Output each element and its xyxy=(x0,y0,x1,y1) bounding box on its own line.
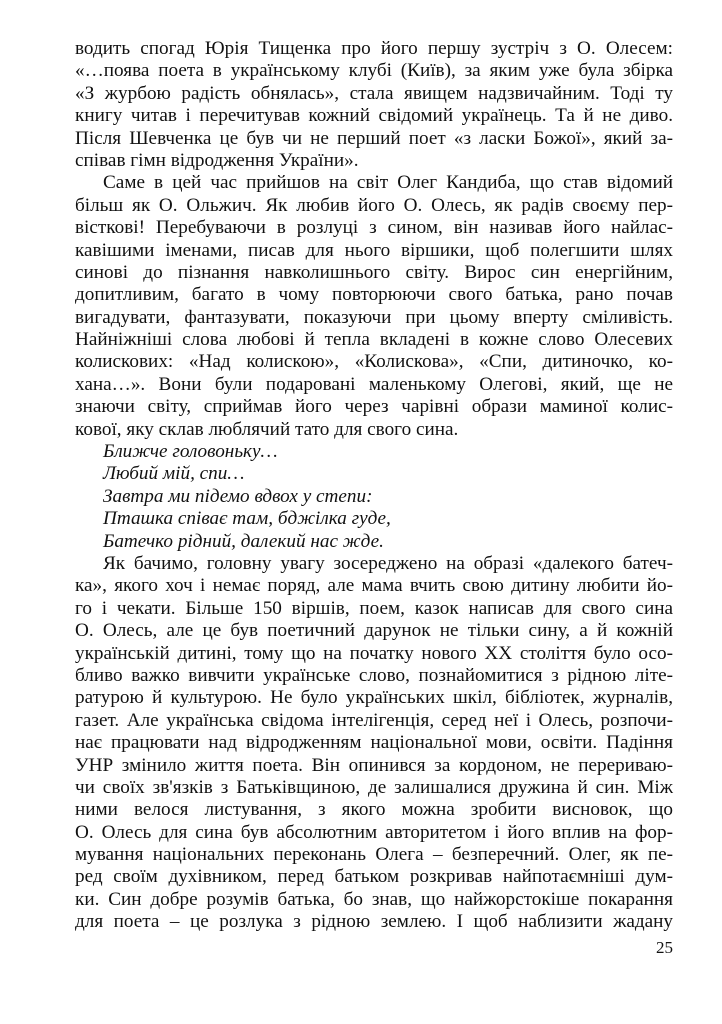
text-line: кавішими іменами, писав для нього віршики, щоб полегшити шлях xyxy=(75,239,673,261)
text-line: співав гімн відродження України». xyxy=(75,149,359,171)
text-line: знаючи світу, сприймав його через чарівні образи маминої колис- xyxy=(75,396,673,418)
text-line: допитливим, багато в чому повторюючи свого батька, рано почав xyxy=(75,284,673,306)
text-line: ка», якого хоч і немає поряд, але мама вчить свою дитину любити йо- xyxy=(75,575,673,597)
text-line: ред своїм духівником, перед батьком розкривав найпотаємніші дум- xyxy=(75,866,673,888)
text-line: Саме в цей час прийшов на світ Олег Кандиба, що став відомий xyxy=(103,172,673,194)
text-line: О. Олесь для сина був абсолютним авторитетом і його вплив на фор- xyxy=(75,821,673,843)
text-line: О. Олесь, але це був поетичний дарунок не тільки сину, а й кожній xyxy=(75,620,673,642)
text-line: ки. Син добре розумів батька, бо знав, що найжорстокіше покарання xyxy=(75,888,673,910)
text-line: нає працювати над відродженням національної мови, освіти. Падіння xyxy=(75,732,673,754)
text-line: більш як О. Ольжич. Як любив його О. Олесь, як радів своєму пер- xyxy=(75,194,673,216)
text-line: українській дитині, тому що на початку нового XX століття було осо- xyxy=(75,642,673,664)
text-line: чи своїх зв'язків з Батьківщиною, де залишалися дружина й син. Між xyxy=(75,776,673,798)
text-line: «…поява поета в українському клубі (Київ), за яким уже була збірка xyxy=(75,60,673,82)
poem-line: Батечко рідний, далекий нас жде. xyxy=(103,530,384,552)
text-line: Найніжніші слова любові й тепла вкладені в кожне слово Олесевих xyxy=(75,329,673,351)
text-line: вісткові! Перебуваючи в розлуці з сином, він називав його найлас- xyxy=(75,217,673,239)
text-line: УНР змінило життя поета. Він опинився за кордоном, не перериваю- xyxy=(75,754,673,776)
lullaby-poem xyxy=(75,441,673,553)
text-line: для поета – це розлука з рідною землею. І щоб наблизити жадану xyxy=(75,911,673,933)
text-line: вигадувати, фантазувати, показуючи при цьому вперту сміливість. xyxy=(75,306,673,328)
poem-line: Завтра ми підемо вдвох у степи: xyxy=(103,485,373,507)
text-line: ними велося листування, з якого можна зробити висновок, що xyxy=(75,799,673,821)
text-line: мування національних переконань Олега – безперечний. Олег, як пе- xyxy=(75,844,673,866)
text-line: «З журбою радість обнялась», стала явищем надзвичайним. Тоді ту xyxy=(75,82,673,104)
poem-line: Ближче головоньку… xyxy=(103,441,278,463)
text-line: Як бачимо, головну увагу зосереджено на образі «далекого батеч- xyxy=(103,552,673,574)
page-body xyxy=(75,38,673,934)
text-line: ратурою й культурою. Не було українських шкіл, бібліотек, журналів, xyxy=(75,687,673,709)
text-line: книгу читав і перечитував кожний свідомий українець. Та й не диво. xyxy=(75,105,673,127)
paragraph-continuation xyxy=(75,38,673,172)
text-line: газет. Але українська свідома інтелігенція, серед неї і Олесь, розпочи- xyxy=(75,709,673,731)
text-line: водить спогад Юрія Тищенка про його першу зустріч з О. Олесем: xyxy=(75,38,673,59)
text-line: Після Шевченка це був чи не перший поет «з ласки Божої», який за- xyxy=(75,127,673,149)
text-line: кової, яку склав люблячий тато для свого сина. xyxy=(75,418,459,440)
text-line: хана…». Вони були подаровані маленькому Олегові, який, ще не xyxy=(75,373,673,395)
paragraph-father xyxy=(75,553,673,934)
page-number: 25 xyxy=(656,938,673,957)
text-line: го і чекати. Більше 150 віршів, поем, казок написав для свого сина xyxy=(75,597,673,619)
text-line: колискових: «Над колискою», «Колискова», «Спи, дитиночко, ко- xyxy=(75,351,673,373)
text-line: синові до пізнання навколишнього світу. Вирос син енергійним, xyxy=(75,261,673,283)
poem-line: Пташка співає там, бджілка гуде, xyxy=(103,508,391,530)
text-line: бливо важко вивчити українське слово, познайомитися з рідною літе- xyxy=(75,664,673,686)
poem-line: Любий мій, спи… xyxy=(103,463,245,485)
paragraph-oleg xyxy=(75,172,673,441)
